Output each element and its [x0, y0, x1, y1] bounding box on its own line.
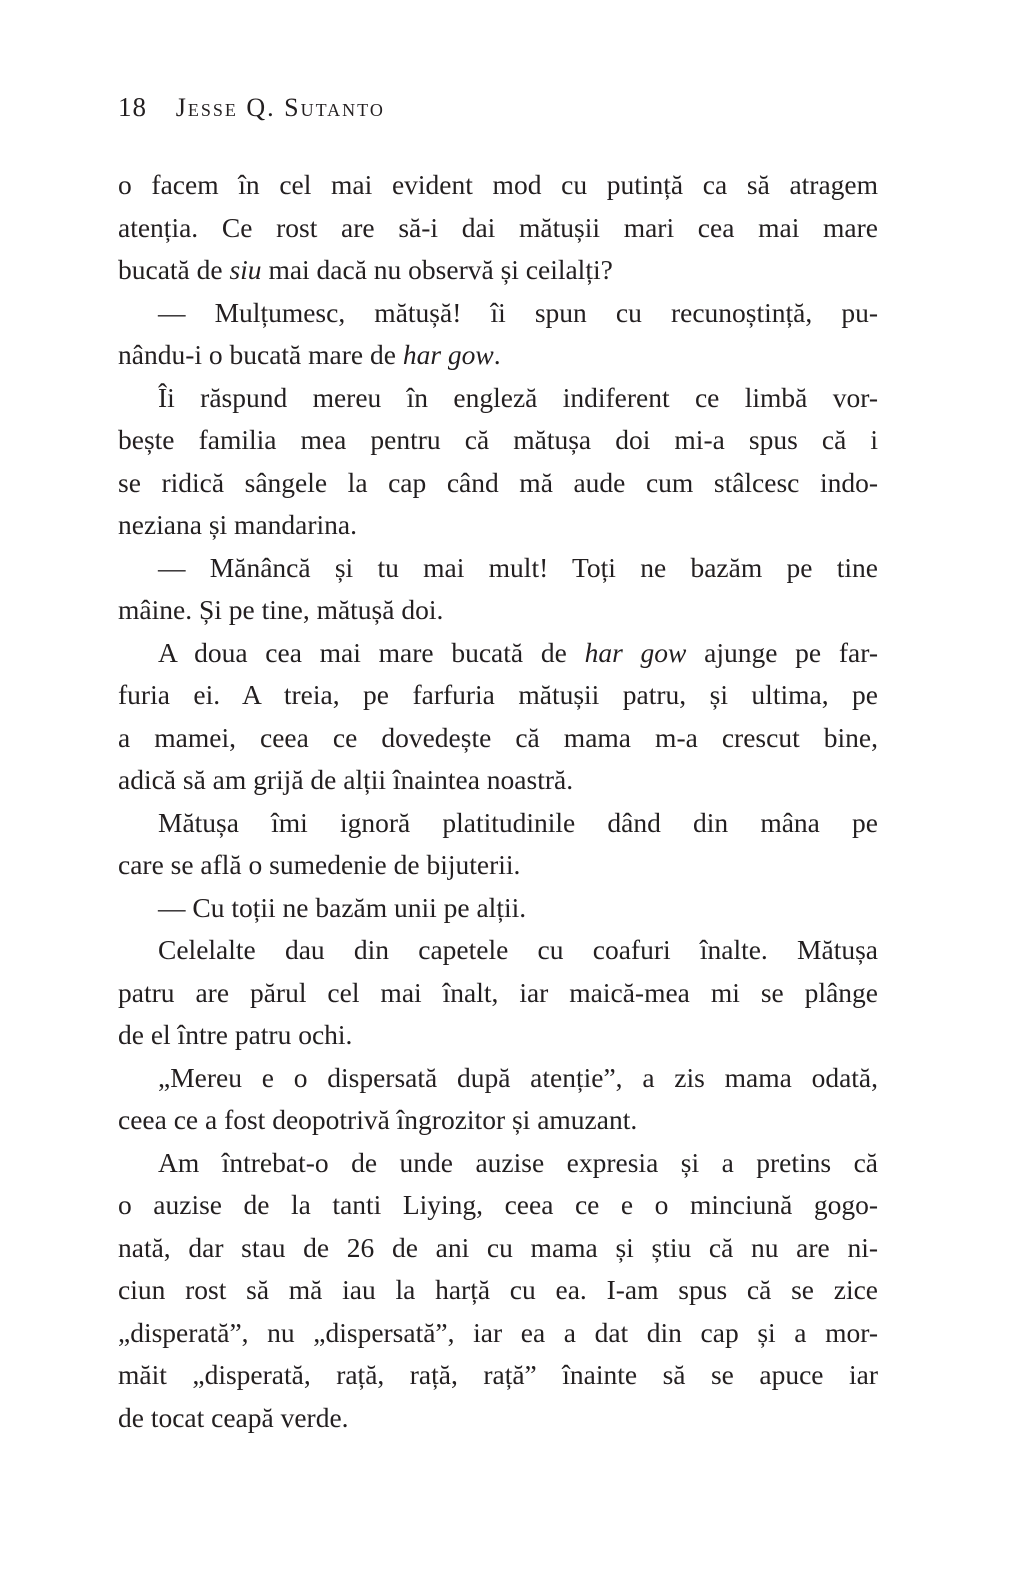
text-segment: — Mănâncă și tu mai mult! Toți ne bazăm pe tine [158, 551, 878, 583]
text-segment: . [493, 339, 501, 370]
text-line [118, 1354, 878, 1397]
paragraph [118, 1057, 878, 1142]
text-line [118, 632, 878, 675]
text-segment: care se află o sumedenie de bijuterii. [118, 849, 521, 880]
text-segment: de tocat ceapă verde. [118, 1401, 349, 1433]
italic-text: har gow [584, 636, 687, 668]
paragraph [118, 1142, 878, 1440]
text-line [118, 207, 878, 250]
text-segment: „disperată”, nu „dispersată”, iar ea a dat din cap și a mor- [118, 1316, 878, 1348]
text-segment: Îi răspund mereu în engleză indiferent ce limbă vor- [158, 381, 878, 413]
text-segment: bucată de [118, 254, 230, 285]
text-line [118, 844, 878, 887]
text-segment: — Mulțumesc, mătușă! îi spun cu recunoștință, pu- [158, 296, 878, 328]
text-line [118, 419, 878, 462]
text-segment: ajunge pe far- [686, 636, 879, 668]
text-segment: nată, dar stau de 26 de ani cu mama și știu că nu are ni- [118, 1231, 878, 1263]
text-line [118, 1269, 878, 1312]
text-segment: bește familia mea pentru că mătușa doi mi-a spus că i [118, 424, 878, 455]
text-line [118, 377, 878, 420]
text-line [118, 887, 878, 930]
text-line [118, 972, 878, 1015]
text-line [118, 674, 878, 717]
text-line [118, 1397, 878, 1440]
running-header [118, 92, 385, 123]
text-line [118, 1057, 878, 1100]
text-segment: nându-i o bucată mare de [118, 339, 403, 370]
text-line [118, 164, 878, 207]
text-line [118, 249, 878, 292]
italic-text: har gow [402, 339, 494, 370]
text-segment: ceea ce a fost deopotrivă îngrozitor și amuzant. [118, 1104, 638, 1135]
paragraph [118, 377, 878, 547]
text-segment: atenția. Ce rost are să-i dai mătușii mari cea mai mare [118, 211, 878, 243]
text-segment: se ridică sângele la cap când mă aude cum stâlcesc indo- [118, 466, 878, 498]
text-segment: Am întrebat-o de unde auzise expresia și a pretins că [158, 1146, 878, 1178]
paragraph [118, 929, 878, 1057]
paragraph [118, 802, 878, 887]
text-segment: neziana și mandarina. [118, 509, 357, 540]
text-segment: „Mereu e o dispersată după atenție”, a zis mama odată, [158, 1061, 878, 1093]
text-line [118, 1227, 878, 1270]
text-line [118, 504, 878, 547]
text-segment: o auzise de la tanti Liying, ceea ce e o minciună gogo- [118, 1189, 878, 1220]
text-line [118, 292, 878, 335]
paragraph [118, 547, 878, 632]
text-segment: patru are părul cel mai înalt, iar maică-mea mi se plânge [118, 976, 878, 1008]
paragraph [118, 632, 878, 802]
text-line [118, 1014, 878, 1057]
text-line [118, 462, 878, 505]
text-segment: o facem în cel mai evident mod cu putință ca să atragem [118, 169, 878, 200]
text-segment: A doua cea mai mare bucată de [158, 636, 585, 668]
text-segment: furia ei. A treia, pe farfuria mătușii patru, și ultima, pe [118, 679, 878, 710]
body-text [118, 164, 878, 1439]
text-segment: mâine. Și pe tine, mătușă doi. [118, 594, 444, 625]
text-segment: Celelalte dau din capetele cu coafuri înalte. Mătușa [158, 934, 878, 965]
text-line [118, 1099, 878, 1142]
text-line [118, 1312, 878, 1355]
text-segment: de el între patru ochi. [118, 1019, 353, 1050]
text-line [118, 334, 878, 377]
text-line [118, 1184, 878, 1227]
italic-text: siu [229, 254, 262, 285]
paragraph [118, 292, 878, 377]
paragraph [118, 164, 878, 292]
text-line [118, 589, 878, 632]
text-line [118, 547, 878, 590]
text-segment: adică să am grijă de alții înaintea noastră. [118, 764, 574, 795]
text-line [118, 717, 878, 760]
text-segment: — Cu toții ne bazăm unii pe alții. [158, 891, 527, 923]
text-segment: măit „disperată, rață, rață, rață” înainte să se apuce iar [118, 1359, 878, 1390]
text-segment: mai dacă nu observă și ceilalți? [261, 254, 613, 285]
text-line [118, 1142, 878, 1185]
paragraph [118, 887, 878, 930]
text-segment: a mamei, ceea ce dovedește că mama m-a crescut bine, [118, 721, 878, 753]
text-line [118, 759, 878, 802]
page-number: 18 [118, 92, 147, 122]
text-segment: ciun rost să mă iau la harță cu ea. I-am spus că se zice [118, 1274, 878, 1305]
text-segment: Mătușa îmi ignoră platitudinile dând din mâna pe [158, 806, 878, 838]
text-line [118, 929, 878, 972]
author-name: Jesse Q. Sutanto [175, 93, 385, 122]
text-line [118, 802, 878, 845]
